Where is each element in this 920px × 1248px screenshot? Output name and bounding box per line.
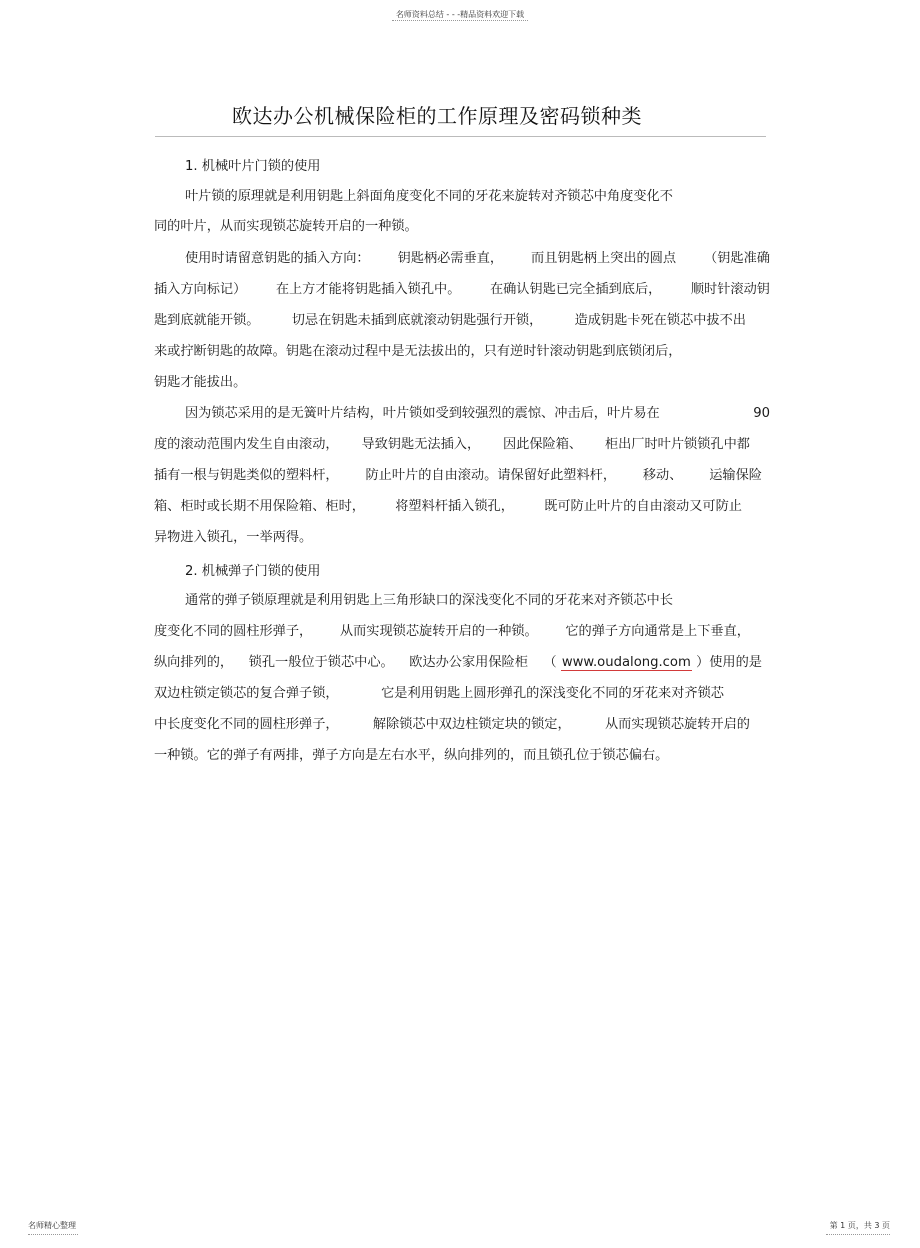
text-segment: 柜出厂时叶片锁锁孔中都 [604,437,750,452]
paragraph-line [185,250,770,268]
text-segment: 中长度变化不同的圆柱形弹子， [154,717,339,732]
text-segment: 插有一根与钥匙类似的塑料杆， [154,468,339,483]
text-segment: 而且钥匙柄上突出的圆点 [531,251,677,266]
text-segment: 双边柱锁定锁芯的复合弹子锁， [154,686,339,701]
paragraph-line: 来或拧断钥匙的故障。钥匙在滚动过程中是无法拔出的，只有逆时针滚动钥匙到底锁闭后， [154,344,682,359]
paragraph-line [154,498,742,516]
text-segment: 移动、 [642,468,683,483]
text-segment: 运输保险 [709,468,762,483]
text-segment: 欧达办公家用保险柜 [409,655,528,670]
paragraph-line: 一种锁。它的弹子有两排，弹子方向是左右水平，纵向排列的，而且锁孔位于锁芯偏右。 [154,748,669,763]
text-segment: 匙到底就能开锁。 [154,313,260,328]
text-segment: 度变化不同的圆柱形弹子， [154,624,313,639]
paragraph-line [154,467,762,485]
paragraph-line: 通常的弹子锁原理就是利用钥匙上三角形缺口的深浅变化不同的牙花来对齐锁芯中长 [185,593,673,608]
paragraph-line: 同的叶片，从而实现锁芯旋转开启的一种锁。 [154,219,418,234]
text-segment: 造成钥匙卡死在锁芯中拔不出 [574,313,746,328]
text-segment: 它的弹子方向通常是上下垂直， [565,624,750,639]
header-dotted-rule [392,20,528,21]
footer-right-dotted-rule [826,1234,890,1235]
footer-left-text: 名师精心整理 [28,1221,76,1230]
paragraph-line [154,281,770,299]
paragraph-line [154,654,762,672]
text-segment: 纵向排列的， [154,655,234,670]
text-segment: 将塑料杆插入锁孔， [395,499,514,514]
paragraph-line [154,436,750,454]
section-2-heading: 2. 机械弹子门锁的使用 [185,564,321,579]
footer-left-dotted-rule [28,1234,78,1235]
text-segment: 从而实现锁芯旋转开启的一种锁。 [339,624,538,639]
text-segment: 钥匙柄必需垂直， [397,251,504,266]
text-segment: 它是利用钥匙上圆形弹孔的深浅变化不同的牙花来对齐锁芯 [381,686,724,701]
text-segment: 箱、柜时或长期不用保险箱、柜时， [154,499,365,514]
paragraph-line [185,405,770,423]
text-segment: 锁孔一般位于锁芯中心。 [248,655,394,670]
text-segment: 在确认钥匙已完全插到底后， [489,282,662,297]
text-segment: 导致钥匙无法插入， [361,437,481,452]
text-segment: 使用时请留意钥匙的插入方向： [185,251,370,266]
paragraph-line [154,716,750,734]
text-segment: 切忌在钥匙未插到底就滚动钥匙强行开锁， [291,313,543,328]
paragraph-line: 异物进入锁孔，一举两得。 [154,530,313,545]
text-segment: 防止叶片的自由滚动。请保留好此塑料杆， [365,468,617,483]
text-segment: 因此保险箱、 [502,437,583,452]
text-segment [543,654,762,672]
website-link[interactable]: www.oudalong.com [561,655,691,670]
text-segment: 插入方向标记） [154,282,247,297]
text-segment: 顺时针滚动钥 [690,282,770,297]
text-segment: 90 [753,406,770,421]
paren-open: （ [543,655,557,670]
text-segment: 既可防止叶片的自由滚动又可防止 [544,499,742,514]
paragraph-line: 叶片锁的原理就是利用钥匙上斜面角度变化不同的牙花来旋转对齐锁芯中角度变化不 [185,189,673,204]
text-segment: 在上方才能将钥匙插入锁孔中。 [275,282,461,297]
text-segment: 从而实现锁芯旋转开启的 [604,717,750,732]
title-divider [155,136,766,137]
section-1-heading: 1. 机械叶片门锁的使用 [185,159,321,174]
text-segment: 解除锁芯中双边柱锁定块的锁定， [372,717,571,732]
text-segment: （钥匙准确 [704,251,770,266]
paragraph-line [154,312,746,330]
text-segment: ）使用的是 [696,655,762,670]
paragraph-line [154,685,724,703]
text-segment: 因为锁芯采用的是无簧叶片结构，叶片锁如受到较强烈的震惊、冲击后，叶片易在 [185,406,660,421]
document-title: 欧达办公机械保险柜的工作原理及密码锁种类 [232,104,642,128]
page-number: 第 1 页，共 3 页 [829,1221,890,1230]
page-header-text: 名师资料总结 - - -精品资料欢迎下载 [395,10,525,19]
paragraph-line [154,623,750,641]
paragraph-line: 钥匙才能拔出。 [154,375,247,390]
text-segment: 度的滚动范围内发生自由滚动， [154,437,339,452]
